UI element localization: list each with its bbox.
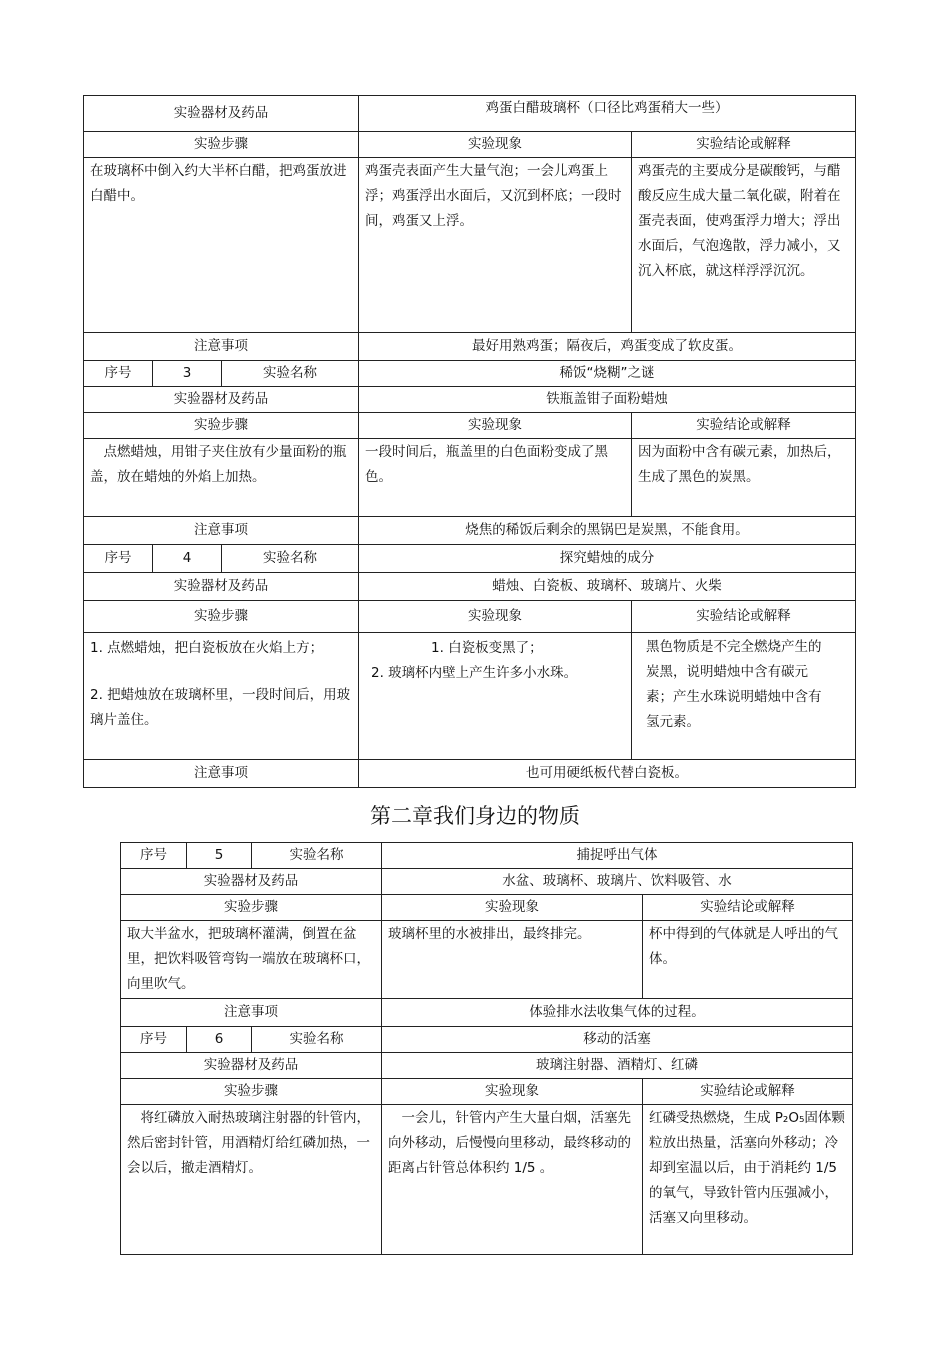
materials-value: 铁瓶盖钳子面粉蜡烛 bbox=[359, 387, 856, 413]
notes-label: 注意事项 bbox=[84, 333, 359, 361]
name-value: 探究蜡烛的成分 bbox=[359, 545, 856, 573]
step-1: 1. 点燃蜡烛，把白瓷板放在火焰上方； bbox=[90, 640, 324, 656]
notes-label: 注意事项 bbox=[121, 999, 382, 1027]
conclusion-text: 鸡蛋壳的主要成分是碳酸钙，与醋酸反应生成大量二氧化碳，附着在蛋壳表面，使鸡蛋浮力增大；浮出水面后，气泡逸散，浮力减小，又沉入杯底，就这样浮浮沉沉。 bbox=[632, 158, 856, 333]
materials-label: 实验器材及药品 bbox=[84, 96, 359, 132]
name-label: 实验名称 bbox=[252, 1027, 382, 1053]
materials-label: 实验器材及药品 bbox=[121, 1053, 382, 1079]
notes-value: 最好用熟鸡蛋；隔夜后，鸡蛋变成了软皮蛋。 bbox=[359, 333, 856, 361]
notes-value: 烧焦的稀饭后剩余的黑锅巴是炭黑，不能食用。 bbox=[359, 517, 856, 545]
phenomenon-text: 一会儿，针管内产生大量白烟，活塞先向外移动，后慢慢向里移动，最终移动的距离占针管总体积约 1/5 。 bbox=[382, 1105, 643, 1255]
notes-value: 也可用硬纸板代替白瓷板。 bbox=[359, 760, 856, 788]
step-2: 2. 把蜡烛放在玻璃杯里，一段时间后，用玻璃片盖住。 bbox=[90, 687, 351, 728]
experiment-table-chapter2 bbox=[120, 842, 853, 1255]
seq-value: 4 bbox=[153, 545, 222, 573]
conclusion-text: 黑色物质是不完全燃烧产生的炭黑，说明蜡烛中含有碳元素；产生水珠说明蜡烛中含有氢元素。 bbox=[632, 633, 856, 760]
conclusion-header: 实验结论或解释 bbox=[643, 1079, 853, 1105]
seq-value: 3 bbox=[153, 361, 222, 387]
notes-label: 注意事项 bbox=[84, 517, 359, 545]
materials-value: 水盆、玻璃杯、玻璃片、饮料吸管、水 bbox=[382, 869, 853, 895]
materials-label: 实验器材及药品 bbox=[121, 869, 382, 895]
conclusion-text: 杯中得到的气体就是人呼出的气体。 bbox=[643, 921, 853, 999]
phenomenon-header: 实验现象 bbox=[382, 895, 643, 921]
steps-text: 取大半盆水，把玻璃杯灌满，倒置在盆里，把饮料吸管弯钩一端放在玻璃杯口，向里吹气。 bbox=[121, 921, 382, 999]
notes-label: 注意事项 bbox=[84, 760, 359, 788]
conclusion-text: 红磷受热燃烧，生成 P₂O₅固体颗粒放出热量，活塞向外移动；冷却到室温以后，由于消耗约 1/5 的氧气，导致针管内压强减小，活塞又向里移动。 bbox=[643, 1105, 853, 1255]
phenomenon-header: 实验现象 bbox=[359, 413, 632, 439]
name-value: 移动的活塞 bbox=[382, 1027, 853, 1053]
materials-label: 实验器材及药品 bbox=[84, 387, 359, 413]
phenomenon-header: 实验现象 bbox=[382, 1079, 643, 1105]
materials-label: 实验器材及药品 bbox=[84, 573, 359, 601]
steps-text: 点燃蜡烛，用钳子夹住放有少量面粉的瓶盖，放在蜡烛的外焰上加热。 bbox=[84, 439, 359, 517]
conclusion-header: 实验结论或解释 bbox=[632, 132, 856, 158]
seq-value: 5 bbox=[187, 843, 252, 869]
phenomenon-2: 2. 玻璃杯内壁上产生许多小水珠。 bbox=[371, 665, 578, 681]
steps-header: 实验步骤 bbox=[84, 601, 359, 633]
phenomenon-text bbox=[359, 633, 632, 760]
conclusion-header: 实验结论或解释 bbox=[632, 601, 856, 633]
phenomenon-1: 1. 白瓷板变黑了； bbox=[431, 640, 543, 656]
conclusion-text: 因为面粉中含有碳元素，加热后，生成了黑色的炭黑。 bbox=[632, 439, 856, 517]
name-label: 实验名称 bbox=[252, 843, 382, 869]
name-value: 稀饭“烧糊”之谜 bbox=[359, 361, 856, 387]
name-label: 实验名称 bbox=[222, 545, 359, 573]
phenomenon-header: 实验现象 bbox=[359, 601, 632, 633]
phenomenon-text: 一段时间后，瓶盖里的白色面粉变成了黑色。 bbox=[359, 439, 632, 517]
name-label: 实验名称 bbox=[222, 361, 359, 387]
seq-label: 序号 bbox=[121, 843, 187, 869]
seq-label: 序号 bbox=[121, 1027, 187, 1053]
experiment-table-chapter1 bbox=[83, 95, 856, 788]
phenomenon-text: 鸡蛋壳表面产生大量气泡；一会儿鸡蛋上浮；鸡蛋浮出水面后，又沉到杯底；一段时间，鸡蛋又上浮。 bbox=[359, 158, 632, 333]
conclusion-header: 实验结论或解释 bbox=[632, 413, 856, 439]
steps-header: 实验步骤 bbox=[84, 413, 359, 439]
steps-text: 在玻璃杯中倒入约大半杯白醋，把鸡蛋放进白醋中。 bbox=[84, 158, 359, 333]
materials-value: 鸡蛋白醋玻璃杯（口径比鸡蛋稍大一些） bbox=[359, 96, 856, 132]
steps-header: 实验步骤 bbox=[84, 132, 359, 158]
seq-label: 序号 bbox=[84, 545, 153, 573]
seq-value: 6 bbox=[187, 1027, 252, 1053]
steps-text bbox=[84, 633, 359, 760]
steps-header: 实验步骤 bbox=[121, 895, 382, 921]
phenomenon-text: 玻璃杯里的水被排出，最终排完。 bbox=[382, 921, 643, 999]
notes-value: 体验排水法收集气体的过程。 bbox=[382, 999, 853, 1027]
steps-header: 实验步骤 bbox=[121, 1079, 382, 1105]
conclusion-header: 实验结论或解释 bbox=[643, 895, 853, 921]
materials-value: 蜡烛、白瓷板、玻璃杯、玻璃片、火柴 bbox=[359, 573, 856, 601]
chapter-title: 第二章我们身边的物质 bbox=[370, 804, 580, 828]
name-value: 捕捉呼出气体 bbox=[382, 843, 853, 869]
steps-text: 将红磷放入耐热玻璃注射器的针管内，然后密封针管，用酒精灯给红磷加热，一会以后，撤走酒精灯。 bbox=[121, 1105, 382, 1255]
materials-value: 玻璃注射器、酒精灯、红磷 bbox=[382, 1053, 853, 1079]
phenomenon-header: 实验现象 bbox=[359, 132, 632, 158]
seq-label: 序号 bbox=[84, 361, 153, 387]
